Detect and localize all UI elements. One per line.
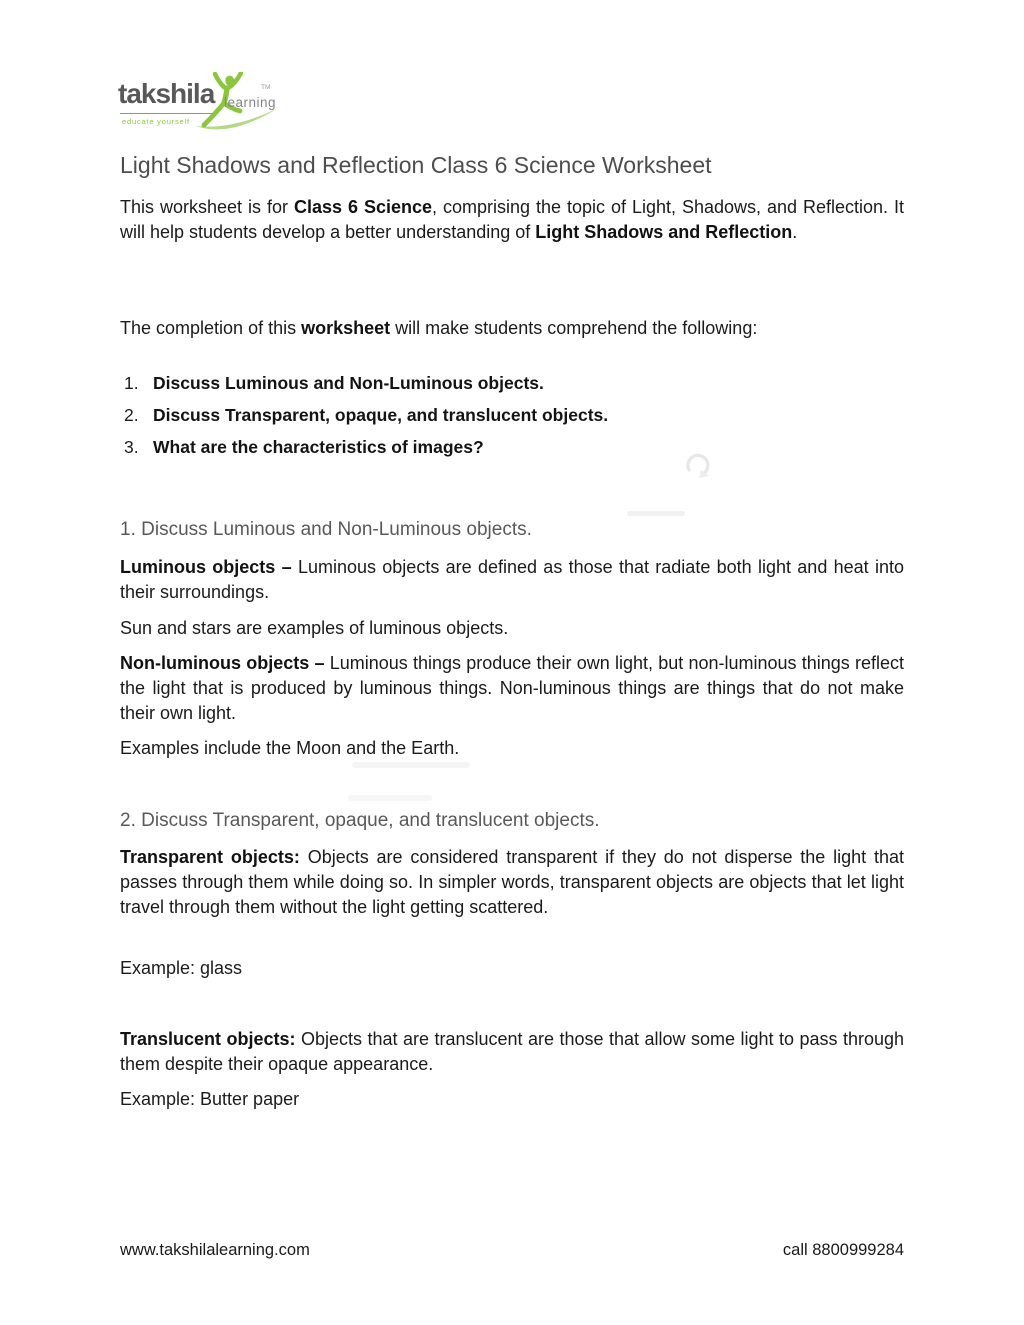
translucent-text: Objects that are translucent are those that allow some light to pass through them despite their opaque appearance. — [120, 1029, 904, 1074]
nonluminous-paragraph — [120, 651, 904, 726]
logo-trademark: TM — [261, 84, 271, 91]
translucent-paragraph — [120, 1027, 904, 1077]
translucent-example-line: Example: Butter paper — [120, 1089, 300, 1109]
objectives-list — [124, 371, 884, 467]
completion-text-post: will make students comprehend the following: — [390, 318, 758, 338]
intro-paragraph — [120, 195, 904, 245]
completion-paragraph — [120, 316, 904, 341]
footer-phone: call 8800999284 — [782, 1241, 904, 1259]
luminous-example-line: Sun and stars are examples of luminous objects. — [120, 618, 509, 638]
nonluminous-text: Luminous things produce their own light, but non-luminous things reflect the light that is produced by luminous things. Non-luminous things are things that do not make their own light. — [120, 653, 905, 723]
footer-website: www.takshilalearning.com — [120, 1241, 310, 1259]
nonluminous-example-line: Examples include the Moon and the Earth. — [120, 738, 460, 758]
watermark-smudge — [348, 795, 432, 801]
list-item — [124, 403, 884, 428]
intro-text-post: . — [792, 222, 798, 242]
luminous-bold-lead: Luminous objects – — [120, 557, 298, 577]
completion-bold-worksheet: worksheet — [301, 318, 391, 338]
completion-text-pre: The completion of this — [120, 318, 302, 338]
intro-bold-class6: Class 6 Science — [293, 197, 432, 217]
transparent-paragraph — [120, 845, 904, 920]
list-item — [124, 371, 884, 396]
list-item-text: What are the characteristics of images? — [153, 437, 484, 457]
section2-heading: 2. Discuss Transparent, opaque, and translucent objects. — [120, 810, 600, 831]
transparent-text: Objects are considered transparent if they do not disperse the light that passes through them while doing so. In simpler words, transparent objects are objects that let light travel through them without the light getting scattered. — [120, 847, 904, 917]
list-item-number: 2. — [124, 405, 139, 425]
list-item-text: Discuss Luminous and Non-Luminous objects. — [153, 373, 544, 393]
logo-suffix-text: learning — [224, 95, 277, 110]
list-item-number: 3. — [124, 437, 139, 457]
page-title: Light Shadows and Reflection Class 6 Science Worksheet — [120, 152, 712, 178]
watermark-smudge — [352, 762, 470, 768]
transparent-bold-lead: Transparent objects: — [120, 847, 308, 867]
luminous-text: Luminous objects are defined as those that radiate both light and heat into their surroundings. — [120, 557, 904, 602]
list-item-number: 1. — [124, 373, 139, 393]
luminous-paragraph — [120, 555, 904, 605]
translucent-bold-lead: Translucent objects: — [120, 1029, 301, 1049]
intro-bold-topic: Light Shadows and Reflection — [535, 222, 793, 242]
takshila-learning-logo — [118, 74, 348, 136]
intro-text-pre: This worksheet is for — [120, 197, 294, 217]
page-footer — [120, 1241, 904, 1260]
logo-brand-text: takshila — [118, 78, 215, 109]
list-item-text: Discuss Transparent, opaque, and translucent objects. — [153, 405, 609, 425]
nonluminous-bold-lead: Non-luminous objects – — [120, 653, 330, 673]
list-item — [124, 435, 884, 460]
intro-text-mid: , comprising the topic of Light, Shadows, and Reflection. It will help students develop a better understanding of — [120, 197, 905, 242]
watermark-smudge — [627, 511, 685, 516]
transparent-example-line: Example: glass — [120, 958, 243, 978]
section1-heading: 1. Discuss Luminous and Non-Luminous objects. — [120, 519, 532, 540]
logo-tagline-text: educate yourself — [122, 117, 190, 126]
